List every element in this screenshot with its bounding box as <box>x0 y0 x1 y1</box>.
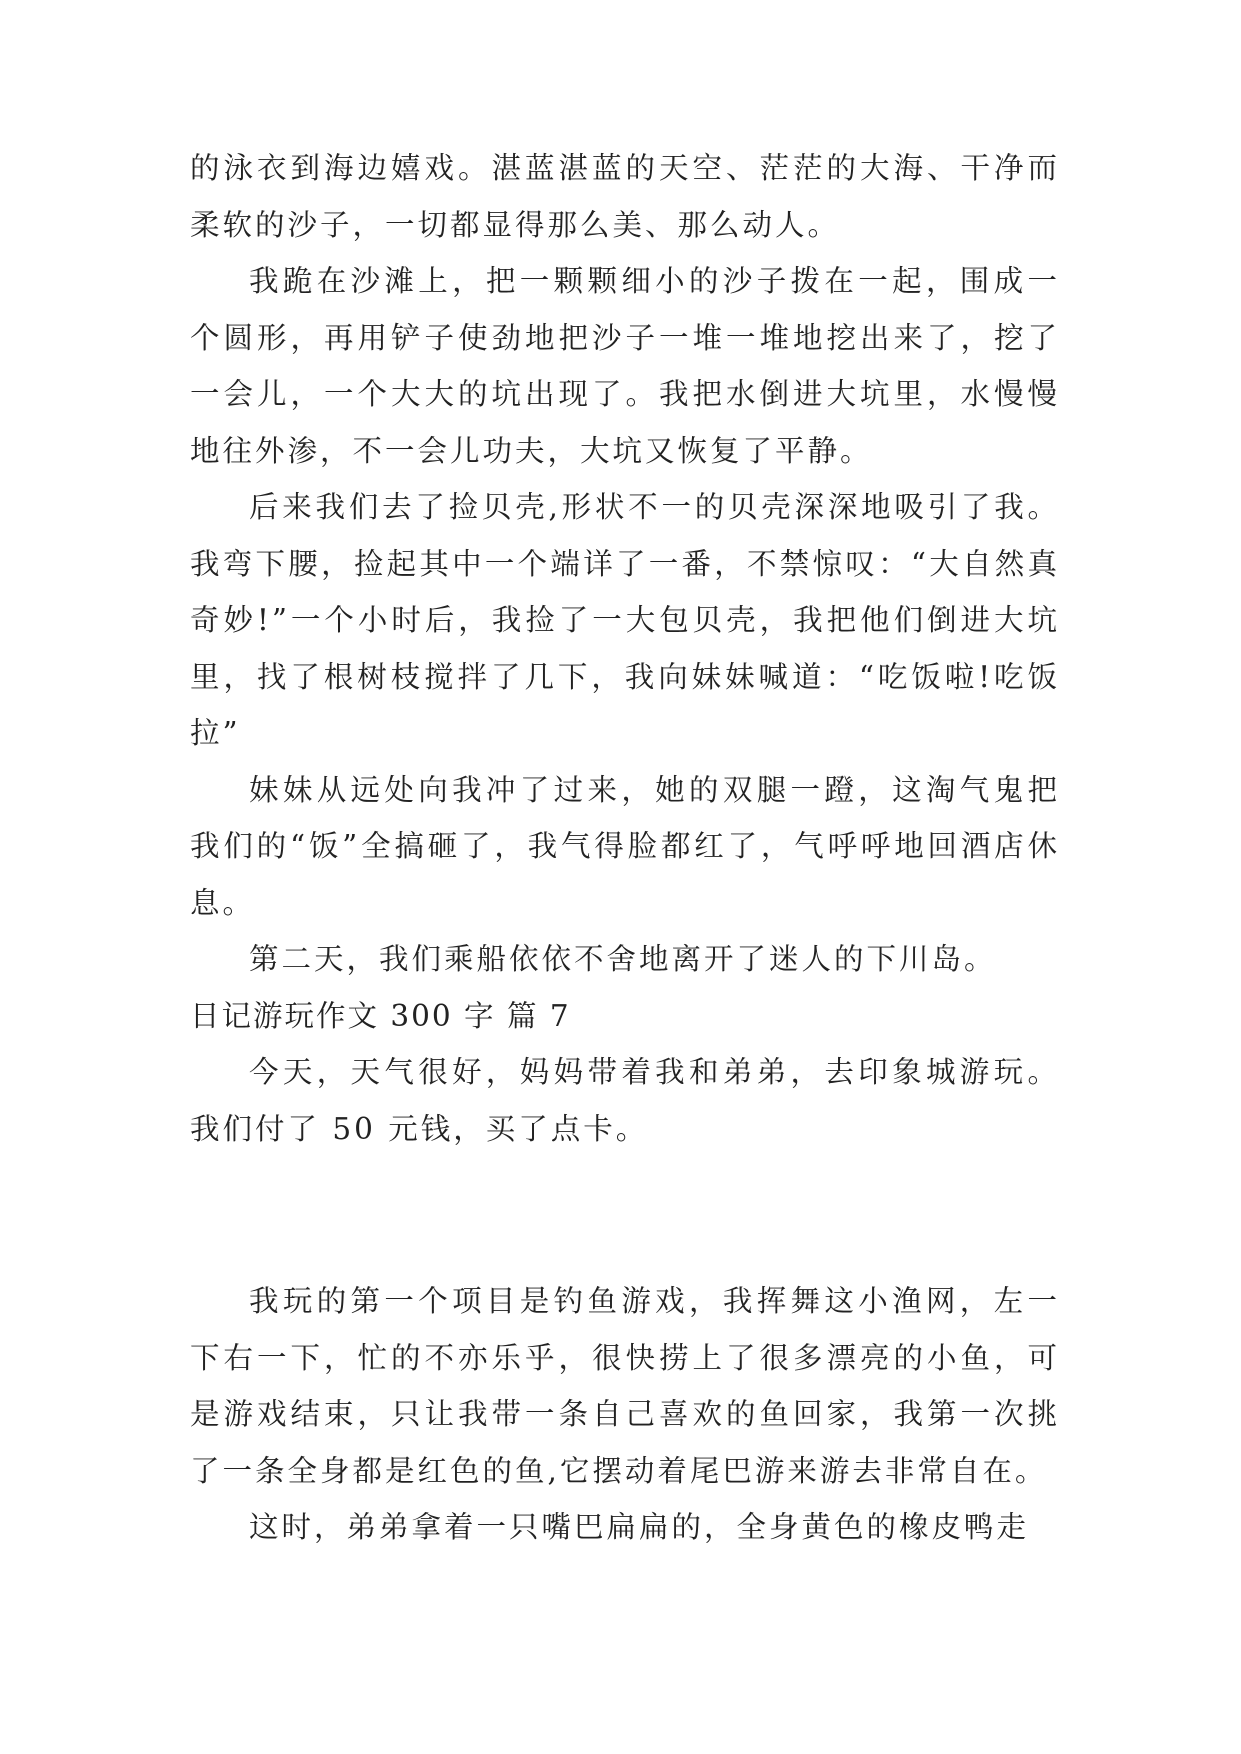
paragraph-swimsuit: 的泳衣到海边嬉戏。湛蓝湛蓝的天空、茫茫的大海、干净而柔软的沙子，一切都显得那么美、那么动人。 <box>190 151 1060 242</box>
paragraph-rubber-duck: 这时，弟弟拿着一只嘴巴扁扁的，全身黄色的橡皮鸭走 <box>249 1510 1030 1544</box>
paragraph-next-day: 第二天，我们乘船依依不舍地离开了迷人的下川岛。 <box>249 942 997 976</box>
blank-gap <box>190 1157 1060 1273</box>
document-page <box>190 140 1060 1556</box>
paragraph-today: 今天，天气很好，妈妈带着我和弟弟，去印象城游玩。我们付了 50 元钱，买了点卡。 <box>190 1055 1060 1146</box>
paragraph-sand-pit: 我跪在沙滩上，把一颗颗细小的沙子拨在一起，围成一个圆形，再用铲子使劲地把沙子一堆一堆地挖出来了，挖了一会儿，一个大大的坑出现了。我把水倒进大坑里，水慢慢地往外渗，不一会儿功夫，大坑又恢复了平静。 <box>190 264 1060 468</box>
section-heading: 日记游玩作文 300 字 篇 7 <box>190 998 571 1033</box>
paragraph-sister: 妹妹从远处向我冲了过来，她的双腿一蹬，这淘气鬼把我们的“饭”全搞砸了，我气得脸都红了，气呼呼地回酒店休息。 <box>190 772 1060 920</box>
paragraph-shells: 后来我们去了捡贝壳,形状不一的贝壳深深地吸引了我。我弯下腰，捡起其中一个端详了一番，不禁惊叹：“大自然真奇妙!”一个小时后，我捡了一大包贝壳，我把他们倒进大坑里，找了根树枝搅拌了几下，我向妹妹喊道：“吃饭啦!吃饭拉” <box>190 490 1060 750</box>
paragraph-fishing-game: 我玩的第一个项目是钓鱼游戏，我挥舞这小渔网，左一下右一下，忙的不亦乐乎，很快捞上了很多漂亮的小鱼，可是游戏结束，只让我带一条自己喜欢的鱼回家，我第一次挑了一条全身都是红色的鱼,它摆动着尾巴游来游去非常自在。 <box>190 1284 1060 1488</box>
